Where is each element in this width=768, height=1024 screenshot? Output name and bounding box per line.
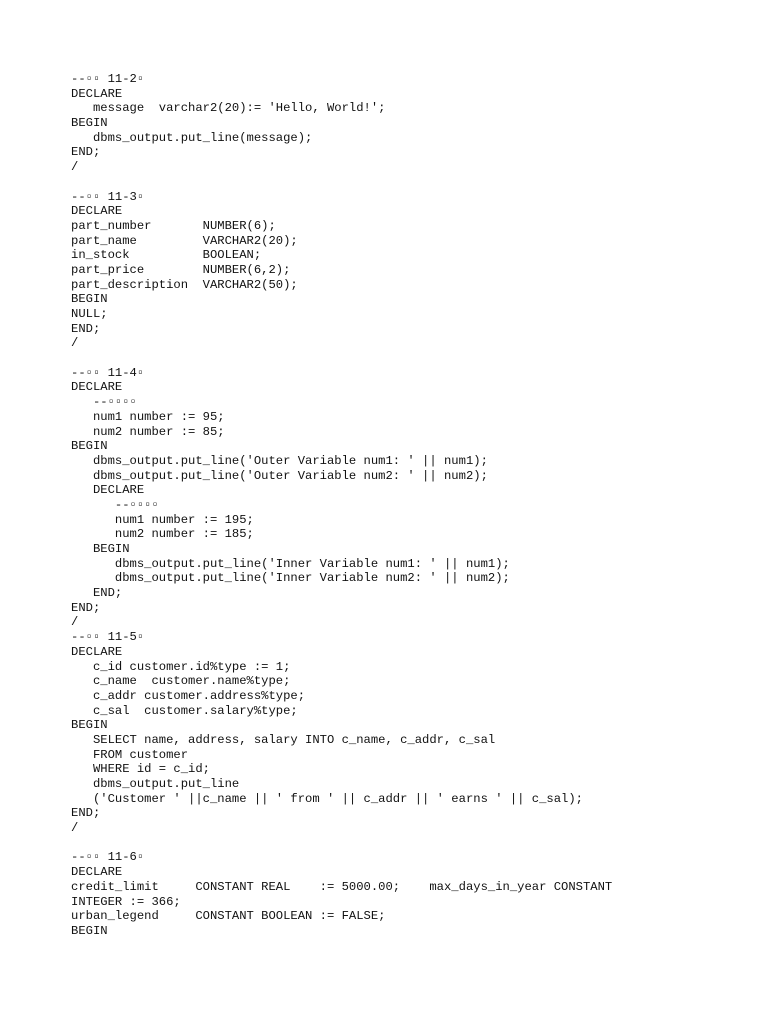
code-line: num2 number := 85; bbox=[71, 424, 225, 439]
code-line: --▫▫▫▫ bbox=[71, 497, 159, 512]
code-line: ('Customer ' ||c_name || ' from ' || c_addr || ' earns ' || c_sal); bbox=[71, 791, 583, 806]
blank-line bbox=[71, 351, 751, 366]
code-line: / bbox=[71, 160, 79, 175]
code-line: WHERE id = c_id; bbox=[71, 762, 210, 777]
code-line: END; bbox=[71, 806, 101, 821]
code-line: --▫▫ 11-4▫ bbox=[71, 365, 145, 380]
code-line: / bbox=[71, 615, 79, 630]
code-line: credit_limit CONSTANT REAL := 5000.00; max_days_in_year CONSTANT bbox=[71, 879, 613, 894]
code-line: dbms_output.put_line(message); bbox=[71, 130, 313, 145]
code-line: DECLARE bbox=[71, 865, 123, 880]
code-line: --▫▫ 11-2▫ bbox=[71, 72, 145, 86]
code-line: --▫▫ 11-5▫ bbox=[71, 630, 145, 645]
code-line: part_price NUMBER(6,2); bbox=[71, 262, 291, 277]
code-line: num2 number := 185; bbox=[71, 527, 254, 542]
code-line: dbms_output.put_line('Outer Variable num1: ' || num1); bbox=[71, 453, 488, 468]
code-line: dbms_output.put_line bbox=[71, 777, 240, 791]
code-line: DECLARE bbox=[71, 483, 145, 498]
code-line: FROM customer bbox=[71, 747, 189, 762]
code-line: BEGIN bbox=[71, 542, 130, 556]
code-line: BEGIN bbox=[71, 116, 108, 131]
blank-line bbox=[71, 175, 751, 190]
code-line: --▫▫ 11-6▫ bbox=[71, 850, 145, 865]
code-line: BEGIN bbox=[71, 292, 108, 307]
code-document bbox=[71, 72, 751, 939]
code-line: END; bbox=[71, 321, 101, 336]
code-line: END; bbox=[71, 145, 101, 160]
code-line: / bbox=[71, 821, 79, 836]
code-line: num1 number := 195; bbox=[71, 512, 254, 527]
code-line: DECLARE bbox=[71, 380, 123, 395]
code-line: in_stock BOOLEAN; bbox=[71, 248, 262, 263]
code-line: END; bbox=[71, 586, 123, 601]
code-line: urban_legend CONSTANT BOOLEAN := FALSE; bbox=[71, 909, 386, 924]
code-line: part_name VARCHAR2(20); bbox=[71, 233, 298, 248]
code-line: BEGIN bbox=[71, 923, 108, 938]
code-line: c_id customer.id%type := 1; bbox=[71, 659, 291, 674]
code-line: NULL; bbox=[71, 307, 108, 321]
code-line: / bbox=[71, 336, 79, 351]
code-line: c_addr customer.address%type; bbox=[71, 688, 306, 703]
blank-line bbox=[71, 836, 751, 851]
code-line: DECLARE bbox=[71, 644, 123, 659]
code-line: SELECT name, address, salary INTO c_name, c_addr, c_sal bbox=[71, 732, 496, 747]
code-line: BEGIN bbox=[71, 439, 108, 454]
code-line: BEGIN bbox=[71, 718, 108, 733]
code-line: part_description VARCHAR2(50); bbox=[71, 277, 298, 292]
code-line: dbms_output.put_line('Inner Variable num2: ' || num2); bbox=[71, 571, 510, 586]
code-line: part_number NUMBER(6); bbox=[71, 218, 276, 233]
code-line: DECLARE bbox=[71, 86, 123, 101]
code-line: c_name customer.name%type; bbox=[71, 674, 291, 689]
code-line: dbms_output.put_line('Outer Variable num2: ' || num2); bbox=[71, 468, 488, 483]
code-line: END; bbox=[71, 600, 101, 615]
code-line: INTEGER := 366; bbox=[71, 894, 181, 909]
code-line: DECLARE bbox=[71, 204, 123, 219]
code-line: message varchar2(20):= 'Hello, World!'; bbox=[71, 101, 386, 116]
code-line: num1 number := 95; bbox=[71, 409, 225, 424]
code-line: --▫▫ 11-3▫ bbox=[71, 189, 145, 204]
code-line: --▫▫▫▫ bbox=[71, 395, 137, 410]
code-line: c_sal customer.salary%type; bbox=[71, 703, 298, 718]
code-line: dbms_output.put_line('Inner Variable num1: ' || num1); bbox=[71, 556, 510, 571]
